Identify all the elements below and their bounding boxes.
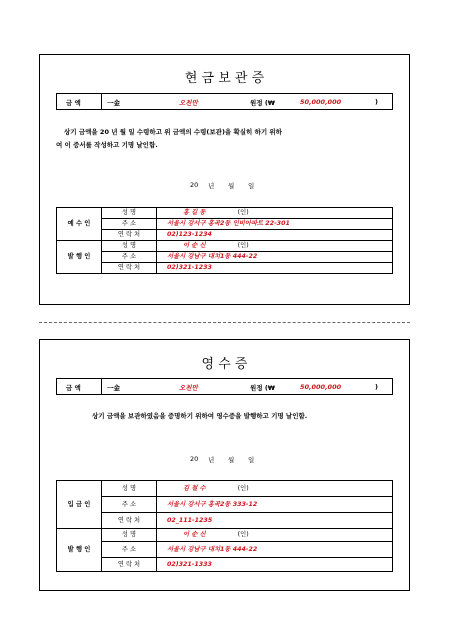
issuer-name-row (57, 241, 393, 252)
amount-won: 원정 (₩ (250, 384, 275, 392)
issuer-seal: (인) (237, 242, 249, 249)
address-label: 주 소 (102, 252, 157, 263)
date-day: 일 (248, 182, 255, 190)
contact-label: 연 락 처 (102, 230, 157, 241)
depositor-contact: 02_111-1235 (157, 513, 393, 529)
issuer-name: 이 순 신 (183, 531, 206, 538)
issuer-contact: 02)321-1333 (157, 558, 393, 572)
depositor-name: 김 철 수 (183, 484, 206, 492)
date-year: 년 (208, 182, 215, 190)
receiver-address: 서울시 강서구 홍곡2동 인비아파트 22-301 (157, 219, 393, 230)
amount-divider (101, 94, 102, 109)
cash-custody-form (39, 54, 410, 305)
address-label: 주 소 (102, 542, 157, 558)
party-table (56, 207, 393, 274)
issuer-role: 발 행 인 (57, 529, 102, 572)
address-label: 주 소 (102, 497, 157, 513)
amount-row (56, 93, 393, 110)
depositor-seal: (인) (237, 484, 249, 492)
receiver-role: 예 수 인 (57, 208, 102, 241)
date-day: 일 (248, 456, 255, 464)
issuer-name-row (57, 529, 393, 542)
amount-won: 원정 (₩ (250, 99, 275, 107)
amount-unit: 一金 (107, 384, 120, 392)
amount-divider (101, 379, 102, 394)
issuer-address-row (57, 542, 393, 558)
depositor-address-row (57, 497, 393, 513)
date-month: 월 (228, 456, 235, 464)
issuer-contact: 02)321-1233 (157, 263, 393, 274)
receiver-name-row (57, 208, 393, 219)
statement-line-1: 상기 금액을 20 년 월 일 수령하고 위 금액의 수령(보관)을 확실히 하기 위하 (64, 128, 282, 136)
receiver-contact: 02)123-1234 (157, 230, 393, 241)
name-label: 성 명 (102, 529, 157, 542)
statement-line-1: 상기 금액을 보관하였음을 증명하기 위하여 영수증을 발행하고 기명 날인함. (92, 412, 308, 420)
date-year: 년 (208, 456, 215, 464)
party-table (56, 480, 393, 572)
receipt-form (39, 339, 410, 591)
issuer-address: 서울시 강남구 대치1동 444-22 (157, 252, 393, 263)
amount-label: 금 액 (66, 384, 81, 392)
depositor-role: 입 금 인 (57, 481, 102, 529)
date-year-prefix: 20 (190, 181, 199, 189)
issuer-address-row (57, 252, 393, 263)
depositor-contact-row (57, 513, 393, 529)
issuer-address: 서울시 강남구 대치1동 444-22 (157, 542, 393, 558)
amount-close: ) (375, 98, 378, 106)
form-title: 영 수 증 (201, 357, 248, 372)
amount-row (56, 378, 393, 395)
issuer-contact-row (57, 558, 393, 572)
amount-number: 50,000,000 (300, 98, 342, 106)
date-month: 월 (228, 182, 235, 190)
date-year-prefix: 20 (190, 455, 199, 463)
contact-label: 연 락 처 (102, 263, 157, 274)
amount-unit: 一金 (107, 99, 120, 107)
issuer-contact-row (57, 263, 393, 274)
name-label: 성 명 (102, 241, 157, 252)
receiver-contact-row (57, 230, 393, 241)
receiver-name: 홍 길 동 (183, 209, 206, 216)
depositor-name-row (57, 481, 393, 497)
issuer-name: 이 순 신 (183, 242, 206, 249)
cut-line (39, 322, 410, 323)
receiver-seal: (인) (237, 209, 249, 216)
amount-number: 50,000,000 (300, 383, 342, 391)
form-title: 현 금 보 관 증 (184, 71, 265, 86)
issuer-role: 발 행 인 (57, 241, 102, 274)
amount-label: 금 액 (66, 99, 81, 107)
address-label: 주 소 (102, 219, 157, 230)
name-label: 성 명 (102, 208, 157, 219)
amount-hangul: 오천만 (179, 384, 198, 392)
amount-close: ) (375, 383, 378, 391)
contact-label: 연 락 처 (102, 513, 157, 529)
depositor-address: 서울시 강서구 홍곡2동 333-12 (157, 497, 393, 513)
contact-label: 연 락 처 (102, 558, 157, 572)
issuer-seal: (인) (237, 531, 249, 538)
statement-line-2: 여 이 증서를 작성하고 기명 날인함. (56, 141, 158, 149)
receiver-address-row (57, 219, 393, 230)
amount-hangul: 오천만 (179, 99, 198, 107)
name-label: 성 명 (102, 481, 157, 497)
